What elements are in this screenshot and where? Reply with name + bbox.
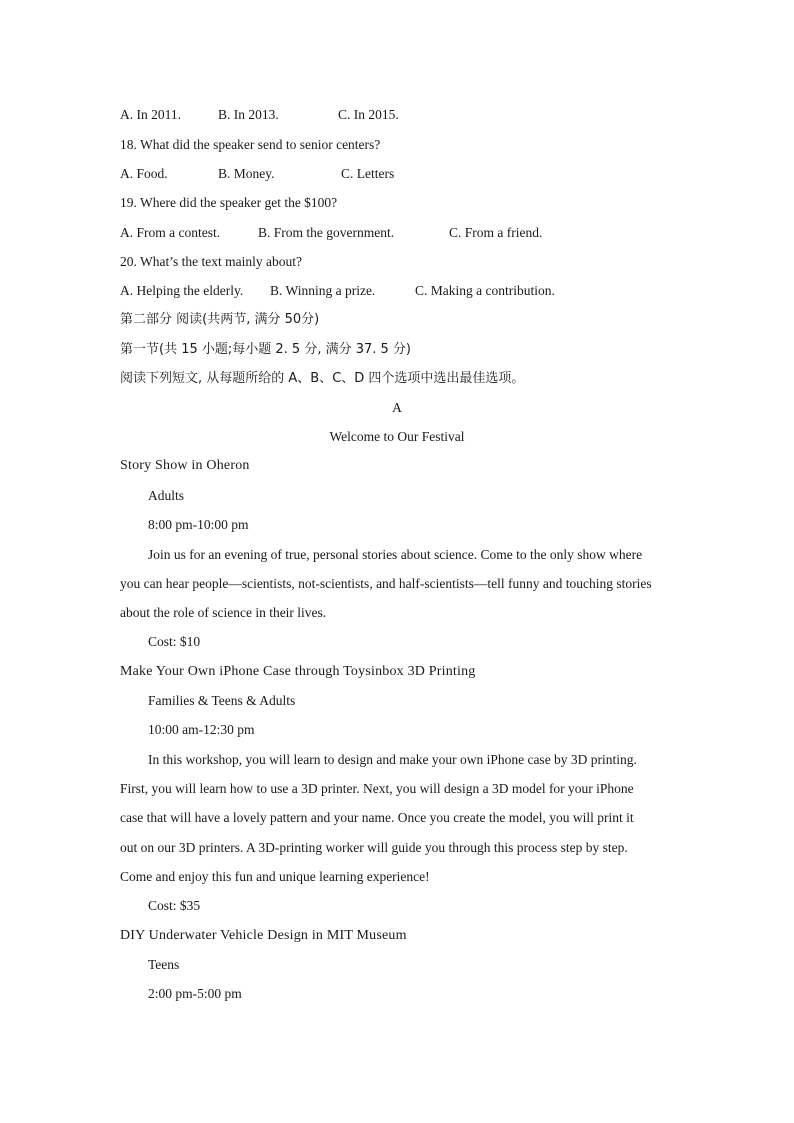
q20-option-c: C. Making a contribution. [415,283,555,298]
event-description-line: Come and enjoy this fun and unique learning experience! [120,869,430,884]
q20-option-b: B. Winning a prize. [270,283,376,298]
event-name: DIY Underwater Vehicle Design in MIT Museum [120,928,407,943]
event-description-line: In this workshop, you will learn to design and make your own iPhone case by 3D printing. [148,752,637,767]
reading-instruction: 阅读下列短文, 从每题所给的 A、B、C、D 四个选项中选出最佳选项。 [120,371,525,386]
event-name: Make Your Own iPhone Case through Toysinbox 3D Printing [120,664,476,679]
event-time: 8:00 pm-10:00 pm [148,517,249,532]
event-description-line: case that will have a lovely pattern and your name. Once you create the model, you will print it [120,810,634,825]
event-time: 10:00 am-12:30 pm [148,722,255,737]
q18-option-a: A. Food. [120,166,168,181]
q20-question: 20. What’s the text mainly about? [120,254,302,269]
event-description-line: about the role of science in their lives. [120,605,327,620]
q18-question: 18. What did the speaker send to senior centers? [120,137,381,152]
passage-letter: A [392,400,402,415]
q17-option-c: C. In 2015. [338,107,399,122]
q18-option-c: C. Letters [341,166,395,181]
q19-option-a: A. From a contest. [120,225,221,240]
event-audience: Teens [148,957,180,972]
q19-option-b: B. From the government. [258,225,395,240]
event-name: Story Show in Oheron [120,458,250,473]
q17-option-b: B. In 2013. [218,107,279,122]
q17-option-a: A. In 2011. [120,107,181,122]
q19-option-c: C. From a friend. [449,225,543,240]
event-description-line: out on our 3D printers. A 3D-printing worker will guide you through this process step by step. [120,840,628,855]
q19-question: 19. Where did the speaker get the $100? [120,195,338,210]
event-description-line: First, you will learn how to use a 3D printer. Next, you will design a 3D model for your iPhone [120,781,634,796]
event-description-line: Join us for an evening of true, personal stories about science. Come to the only show where [148,547,643,562]
passage-title: Welcome to Our Festival [329,429,465,444]
part2-heading: 第二部分 阅读(共两节, 满分 50分) [120,312,320,327]
section1-heading: 第一节(共 15 小题;每小题 2. 5 分, 满分 37. 5 分) [120,342,412,357]
event-cost: Cost: $10 [148,634,201,649]
event-time: 2:00 pm-5:00 pm [148,986,242,1001]
q20-option-a: A. Helping the elderly. [120,283,244,298]
event-cost: Cost: $35 [148,898,201,913]
event-description-line: you can hear people—scientists, not-scientists, and half-scientists—tell funny and touching stories [120,576,652,591]
q18-option-b: B. Money. [218,166,275,181]
event-audience: Adults [148,488,185,503]
event-audience: Families & Teens & Adults [148,693,296,708]
